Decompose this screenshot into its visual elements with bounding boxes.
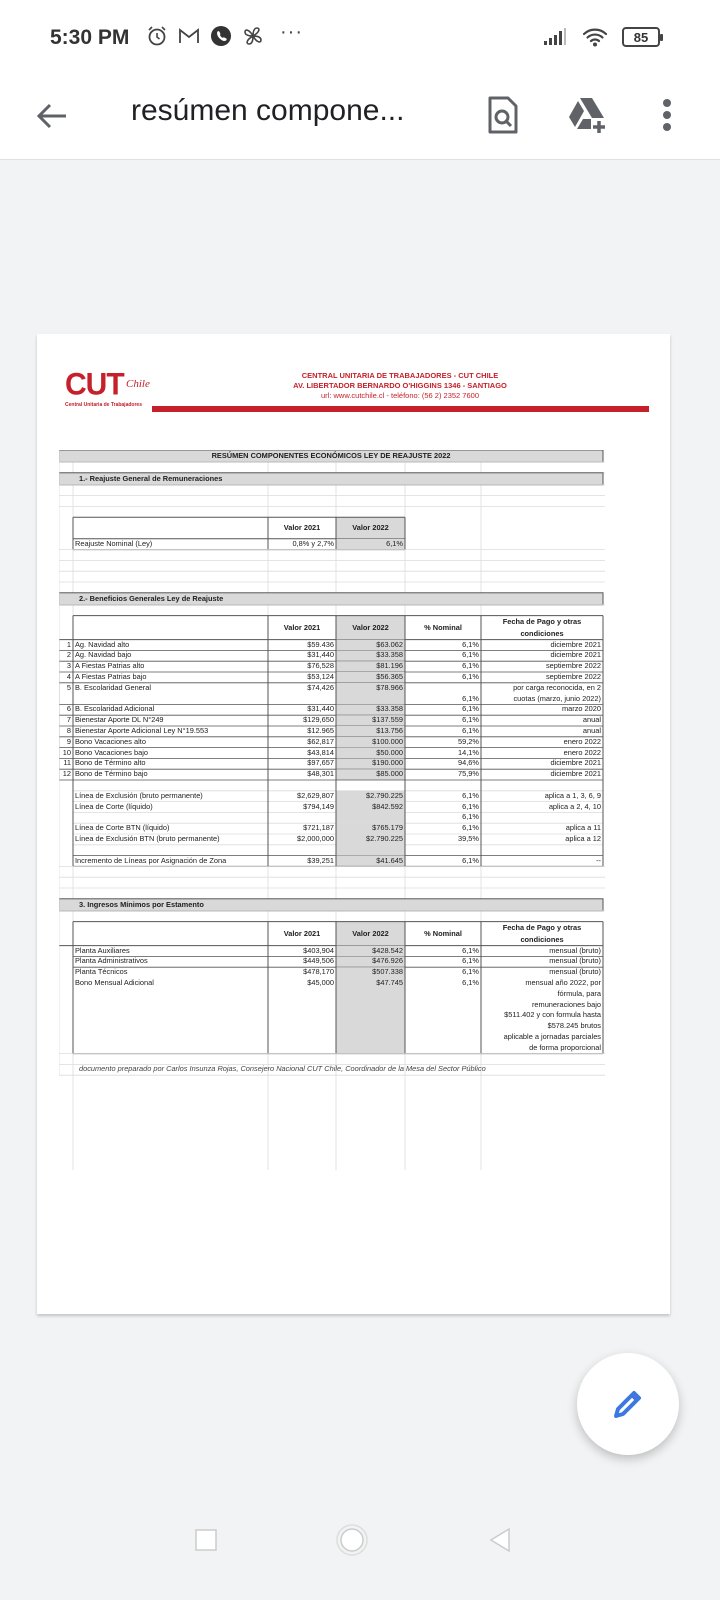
square-icon	[194, 1528, 218, 1552]
pct-nominal: 6,1%	[462, 672, 479, 681]
condition: mensual (bruto)	[549, 967, 601, 977]
line-label	[73, 812, 268, 823]
condition	[481, 812, 603, 823]
header-divider	[152, 406, 649, 412]
alarm-icon	[146, 25, 168, 47]
arrow-left-icon	[36, 102, 68, 130]
signal-icon	[542, 28, 568, 46]
document-title: resúmen compone...	[131, 94, 405, 127]
condition: por carga reconocida, en 2	[513, 682, 601, 692]
value-2022: $137.559	[372, 715, 403, 725]
value-2022: $507.338	[372, 967, 403, 977]
footer-note: documento preparado por Carlos Insunza Rojas, Consejero Nacional CUT Chile, Coordinador de la Mesa del Sector Público	[79, 1064, 486, 1074]
condition: diciembre 2021	[550, 758, 601, 768]
org-address: AV. LIBERTADOR BERNARDO O'HIGGINS 1346 - SANTIAGO	[293, 381, 507, 390]
header-valor-2022: Valor 2022	[352, 523, 389, 533]
s3-header-valor-2022: Valor 2022	[352, 928, 389, 938]
value-2021: $2,629,807	[297, 790, 334, 800]
row-number: 10	[62, 747, 71, 757]
drive-add-icon	[566, 95, 610, 135]
value-2021: $478,170	[303, 967, 334, 977]
value-2021: $45,000	[307, 978, 334, 987]
value-2022: $41.645	[376, 855, 403, 865]
estamento-label: Planta Administrativos	[75, 956, 148, 966]
benefit-label: A Fiestas Patrias alto	[75, 661, 145, 671]
value-2021: 0,8% y 2,7%	[292, 538, 334, 548]
value-2022: $2.790.225	[366, 834, 403, 843]
condition: mensual (bruto)	[549, 956, 601, 966]
pct-nominal: 6,1%	[462, 715, 479, 725]
s2-header-condiciones: condiciones	[520, 628, 564, 638]
condition: --	[596, 855, 601, 865]
value-2022: $81.196	[376, 661, 403, 671]
condition: diciembre 2021	[550, 650, 601, 660]
estamento-label: Planta Auxiliares	[75, 945, 130, 955]
row-number: 12	[62, 769, 71, 779]
system-icons	[542, 26, 660, 48]
value-2021: $43,814	[307, 747, 334, 757]
pct-nominal: 6,1%	[462, 650, 479, 660]
benefit-label: Ag. Navidad alto	[75, 639, 130, 649]
value-2021: $449,506	[303, 956, 334, 966]
pct-nominal: 6,1%	[462, 956, 479, 966]
pct-nominal: 6,1%	[462, 812, 479, 822]
s3-header-fecha: Fecha de Pago y otras	[502, 922, 582, 932]
benefit-label: Bienestar Aporte DL N°249	[75, 715, 164, 725]
header-valor-2021: Valor 2021	[283, 523, 321, 533]
value-2021: $74,426	[307, 682, 334, 692]
row-number: 7	[66, 715, 71, 725]
row-number: 6	[66, 704, 71, 714]
condition: anual	[582, 726, 601, 735]
org-name: CENTRAL UNITARIA DE TRABAJADORES - CUT CHILE	[301, 371, 499, 380]
circle-icon	[334, 1522, 370, 1558]
condition: marzo 2020	[561, 704, 601, 714]
value-2021: $53,124	[307, 672, 334, 681]
value-2021: $403,904	[303, 945, 334, 955]
s2-header-fecha: Fecha de Pago y otras	[502, 616, 582, 626]
pct-nominal: 6,1%	[462, 704, 479, 714]
condition: septiembre 2022	[545, 661, 601, 671]
estamento-label: Bono Mensual Adicional	[75, 978, 154, 987]
condition: $578.245 brutos	[547, 1021, 601, 1031]
section3-title: 3. Ingresos Mínimos por Estamento	[79, 899, 204, 909]
cut-logo-script: Chile	[126, 378, 150, 390]
add-to-drive-button[interactable]	[563, 90, 613, 140]
back-button[interactable]	[30, 94, 74, 138]
value-2021: $31,440	[307, 650, 334, 660]
wifi-icon	[582, 26, 608, 48]
value-2021: $794,149	[303, 801, 334, 811]
pct-nominal: 6,1%	[462, 801, 479, 811]
pct-nominal: 75,9%	[458, 769, 479, 779]
value-2022: $85.000	[376, 769, 403, 779]
condition: aplica a 2, 4, 10	[548, 801, 601, 811]
document-search-icon	[486, 95, 520, 135]
pencil-icon	[610, 1386, 646, 1422]
condition: enero 2022	[563, 747, 601, 757]
section2-title: 2.- Beneficios Generales Ley de Reajuste	[79, 593, 224, 603]
pct-nominal: 14,1%	[458, 747, 479, 757]
s3-header-valor-2021: Valor 2021	[283, 928, 321, 938]
status-bar	[0, 0, 720, 80]
row-number: 8	[66, 726, 71, 735]
condition: aplica a 1, 3, 6, 9	[544, 790, 601, 800]
value-2021: $59.436	[307, 639, 334, 649]
value-2022: $13.756	[376, 726, 403, 735]
pct-nominal: 59,2%	[458, 736, 479, 746]
value-2022: $2.790.225	[366, 790, 403, 800]
org-contact: url: www.cutchile.cl - teléfono: (56 2) 2352 7600	[320, 391, 479, 400]
condition: cuotas (marzo, junio 2022)	[513, 693, 601, 703]
pct-nominal: 6,1%	[462, 855, 479, 865]
line-label: Línea de Corte BTN (líquido)	[75, 823, 170, 833]
benefit-label: Bono Vacaciones bajo	[75, 747, 148, 757]
pct-nominal: 39,5%	[458, 834, 479, 843]
benefit-label: B. Escolaridad General	[75, 682, 151, 692]
value-2022: $56.365	[376, 672, 403, 681]
row-number: 5	[66, 682, 71, 692]
edit-fab-button[interactable]	[577, 1353, 679, 1455]
value-2022: $78.966	[376, 682, 403, 692]
row-number: 3	[66, 661, 71, 671]
home-button[interactable]	[332, 1520, 372, 1560]
value-2021: $76,528	[307, 661, 334, 671]
row-number: 1	[66, 639, 71, 649]
value-2021: $2,000,000	[297, 834, 334, 843]
condition: remuneraciones bajo	[531, 999, 601, 1009]
pct-nominal: 6,1%	[462, 790, 479, 800]
s2-header-valor-2021: Valor 2021	[283, 622, 321, 632]
notification-icons	[146, 20, 303, 47]
main-title: RESÚMEN COMPONENTES ECONÓMICOS LEY DE REAJUSTE 2022	[211, 451, 451, 460]
condition: anual	[582, 715, 601, 725]
benefit-label: Bono de Término alto	[75, 758, 146, 768]
s2-header-pct-nominal: % Nominal	[424, 622, 462, 632]
benefit-label: Bono de Término bajo	[75, 769, 148, 779]
search-in-document-button[interactable]	[478, 90, 528, 140]
pct-nominal: 94,6%	[458, 758, 479, 768]
status-time: 5:30 PM	[50, 26, 130, 49]
cut-logo-subtitle: Central Unitaria de Trabajadores	[65, 402, 142, 408]
condition: diciembre 2021	[550, 769, 601, 779]
condition: diciembre 2021	[550, 639, 601, 649]
value-2022: $428.542	[372, 945, 403, 955]
value-2022: $47.745	[376, 978, 403, 987]
more-vert-icon	[662, 98, 672, 132]
value-2021: $129,650	[303, 715, 334, 725]
pct-nominal: 6,1%	[462, 823, 479, 833]
row-number: 9	[66, 736, 71, 746]
condition: mensual año 2022, por	[525, 978, 601, 987]
value-2021: $12.965	[307, 726, 334, 735]
condition: $511.402 y con formula hasta	[504, 1010, 601, 1020]
pct-nominal: 6,1%	[462, 945, 479, 955]
value-2022: $190.000	[372, 758, 403, 768]
line-label: Línea de Exclusión BTN (bruto permanente)	[75, 834, 220, 843]
zona-label: Incremento de Líneas por Asignación de Zona	[75, 855, 227, 865]
condition: septiembre 2022	[545, 672, 601, 681]
benefit-label: Bienestar Aporte Adicional Ley N°19.553	[75, 726, 209, 735]
gmail-icon	[178, 27, 200, 45]
organization-info	[235, 371, 565, 401]
document-header	[65, 369, 650, 414]
s3-header-condiciones: condiciones	[520, 934, 564, 944]
s2-header-valor-2022: Valor 2022	[352, 622, 389, 632]
value-2022: $33.358	[376, 650, 403, 660]
value-2022: $33.358	[376, 704, 403, 714]
row-label: Reajuste Nominal (Ley)	[75, 538, 153, 548]
spreadsheet	[59, 450, 605, 1170]
value-2022: $63.062	[376, 639, 403, 649]
value-2021: $721,187	[303, 823, 334, 833]
value-2022: $765.179	[372, 823, 403, 833]
pct-nominal: 6,1%	[462, 978, 479, 987]
value-2021: $62,817	[307, 736, 334, 746]
more-options-button[interactable]	[642, 90, 692, 140]
condition: de forma proporcional	[529, 1042, 601, 1052]
phone-icon	[210, 25, 232, 47]
navigation-bar	[0, 1490, 720, 1600]
benefit-label: Ag. Navidad bajo	[75, 650, 132, 660]
value-2022: $100.000	[372, 736, 403, 746]
condition: fórmula, para	[557, 988, 601, 998]
value-2021: $31,440	[307, 704, 334, 714]
row-number: 2	[66, 650, 71, 660]
condition: aplica a 11	[565, 823, 601, 833]
system-back-button[interactable]	[480, 1520, 520, 1560]
estamento-label: Planta Técnicos	[75, 967, 128, 977]
row-number: 4	[66, 672, 71, 681]
line-label: Línea de Corte (líquido)	[75, 801, 153, 811]
benefit-label: A Fiestas Patrias bajo	[75, 672, 147, 681]
pct-nominal: 6,1%	[462, 693, 479, 703]
condition: mensual (bruto)	[549, 945, 601, 955]
benefit-label: B. Escolaridad Adicional	[75, 704, 155, 714]
value-2022: $842.592	[372, 801, 403, 811]
line-label: Línea de Exclusión (bruto permanente)	[75, 790, 203, 800]
value-2022	[336, 812, 405, 823]
condition: enero 2022	[563, 736, 601, 746]
value-2021: $39,251	[307, 855, 334, 865]
pinwheel-icon	[242, 25, 264, 47]
section1-title: 1.- Reajuste General de Remuneraciones	[79, 473, 223, 483]
value-2021: $48,301	[307, 769, 334, 779]
document-page[interactable]	[37, 334, 670, 1314]
value-2021: $97,657	[307, 758, 334, 768]
pct-nominal: 6,1%	[462, 967, 479, 977]
condition: aplica a 12	[565, 834, 601, 843]
condition: aplicable a jornadas parciales	[503, 1032, 601, 1041]
pct-nominal: 6,1%	[462, 661, 479, 671]
benefit-label: Bono Vacaciones alto	[75, 736, 146, 746]
app-bar	[0, 80, 720, 160]
value-2022: 6,1%	[386, 538, 403, 548]
s3-header-pct-nominal: % Nominal	[424, 928, 462, 938]
cut-logo: CUT	[65, 367, 124, 402]
triangle-back-icon	[487, 1526, 513, 1554]
recents-button[interactable]	[186, 1520, 226, 1560]
value-2021	[268, 812, 336, 823]
battery-indicator: 85	[622, 27, 660, 47]
row-number: 11	[63, 758, 71, 768]
value-2022: $476.926	[372, 956, 403, 966]
value-2022: $50.000	[376, 747, 403, 757]
more-dots-icon: ···	[280, 20, 303, 43]
pct-nominal: 6,1%	[462, 639, 479, 649]
pct-nominal: 6,1%	[462, 726, 479, 735]
